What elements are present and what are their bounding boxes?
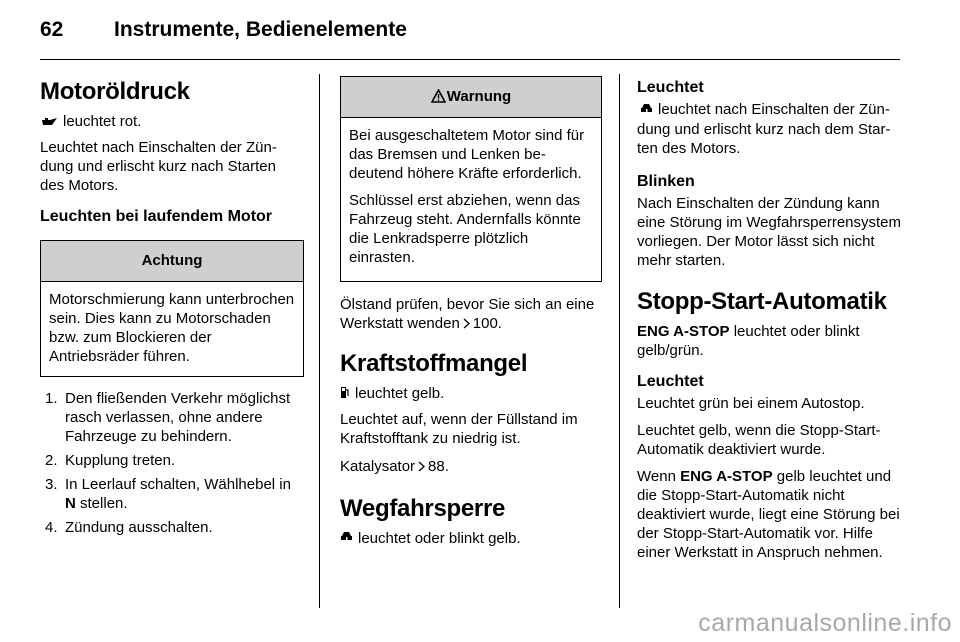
list-item: 1. Den fließenden Verkehr möglichst rasch verlassen, ohne andere Fahrzeuge zu behindern.: [45, 389, 291, 445]
page-ref-arrow-icon: [463, 315, 470, 334]
heading-leuchtet: Leuchtet: [637, 79, 704, 96]
heading-leuchtet-2: Leuchtet: [637, 372, 704, 390]
oil-pressure-description: Leuchtet nach Einschalten der Zündung und erlischt kurz nach Starten des Motors.: [40, 138, 277, 194]
steps-list: [40, 389, 304, 537]
warning-triangle-icon: [431, 79, 446, 119]
autostop-yellow-text: Leuchtet gelb, wenn die Stopp-Start-Automatik deaktiviert wurde.: [637, 421, 881, 458]
heading-stop-start: Stopp-Start-Automatik: [637, 287, 887, 315]
autostop-green-text: Leuchtet grün bei einem Autostop.: [637, 394, 865, 412]
fault-description: Wenn ENG A-STOP gelb leuchtet und die Stopp-Start-Automatik nicht deaktiviert wurde, liegt eine Störung bei der Stopp-Start-Automatik vor. Hilfe einer Werkstatt in Anspruch nehmen.: [637, 467, 900, 561]
page-ref-arrow-icon: [418, 458, 425, 477]
list-item: 3. In Leerlauf schalten, Wählhebel in N stellen.: [45, 475, 291, 512]
list-item: 4. Zündung ausschalten.: [45, 518, 213, 536]
page-number: 62: [40, 18, 64, 41]
heading-low-fuel: Kraftstoffmangel: [340, 350, 528, 377]
heading-blinken: Blinken: [637, 172, 695, 190]
blinken-description: Nach Einschalten der Zündung kann eine Störung im Wegfahrsperrensystem vorliegen. Der Motor lässt sich nicht mehr starten.: [637, 194, 902, 269]
column-fuel: [340, 76, 602, 557]
eng-a-stop-text: ENG A-STOP leuchtet oder blinkt gelb/grün.: [637, 322, 860, 359]
oil-icon-text: leuchtet rot.: [63, 113, 142, 130]
warning-title: Warnung: [341, 77, 601, 118]
column-oil-pressure: [40, 78, 304, 542]
car-key-icon: [640, 101, 653, 120]
subheading-running-engine: Leuchten bei laufendem Motor: [40, 207, 273, 225]
fuel-icon-text: leuchtet gelb.: [355, 385, 445, 402]
watermark: carmanualsonline.info: [698, 609, 952, 637]
heading-immobiliser: Wegfahrsperre: [340, 494, 506, 522]
caution-text: Motorschmierung kann unterbrochen sein. Dies kann zu Motorschaden bzw. zum Blockieren der Antriebsräder führen.: [49, 290, 295, 365]
column-stop-start: [637, 78, 903, 571]
heading-oil-pressure: Motoröldruck: [40, 78, 190, 105]
immobiliser-lit-text: leuchtet nach Einschalten der Zündung und erlischt kurz nach dem Starten des Motors.: [637, 101, 891, 157]
fuel-pump-icon: [340, 385, 350, 404]
car-key-icon: [340, 529, 353, 548]
column-divider-1: [319, 74, 320, 608]
list-item: 2. Kupplung treten.: [45, 451, 176, 469]
immobiliser-icon-text: leuchtet oder blinkt gelb.: [358, 529, 521, 547]
column-divider-2: [619, 74, 620, 608]
catalyst-ref: Katalysator 88.: [340, 457, 449, 475]
oil-check-text: Ölstand prüfen, bevor Sie sich an eine Werkstatt wenden 100.: [340, 296, 595, 332]
warning-text-1: Bei ausgeschaltetem Motor sind für das Bremsen und Lenken bedeutend höhere Kräfte erforderlich.: [349, 127, 585, 182]
warning-text-2: Schlüssel erst abziehen, wenn das Fahrzeug steht. Andernfalls könnte die Lenkradsperre plötzlich einrasten.: [349, 192, 581, 266]
fuel-description: Leuchtet auf, wenn der Füllstand im Kraftstofftank zu niedrig ist.: [340, 410, 578, 447]
page-header: [40, 18, 407, 42]
oil-can-icon: [40, 113, 58, 132]
caution-title: Achtung: [41, 241, 303, 282]
header-divider: [40, 59, 900, 60]
warning-box: [340, 76, 602, 282]
page-title: Instrumente, Bedienelemente: [114, 18, 407, 41]
caution-box: [40, 240, 304, 377]
